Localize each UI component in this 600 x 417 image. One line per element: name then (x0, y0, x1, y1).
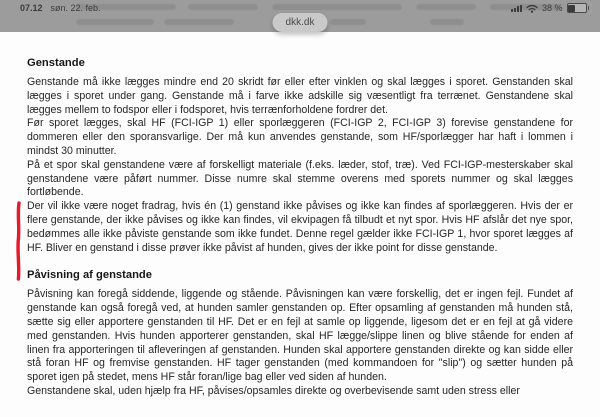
dimmed-page-text (416, 4, 476, 10)
clock: 07.12 (20, 3, 43, 13)
dimmed-page-text (430, 19, 464, 25)
paragraph: På et spor skal genstandene være af forskelligt materiale (f.eks. læder, stof, træ). Ved FCI-IGP-mesterskaber skal genstandene være påført nummer. Disse numre skal stemme overens med sporets nummer og skal lægges fortløbende. (27, 158, 573, 199)
dimmed-page-text (164, 19, 234, 25)
dimmed-page-text (272, 4, 402, 10)
dimmed-page-text (188, 4, 258, 10)
url-pill[interactable]: dkk.dk (273, 13, 328, 32)
paragraph: Påvisning kan foregå siddende, liggende og stående. Påvisningen kan være forskellig, det er ingen fejl. Fundet af genstande kan også foregå ved, at hunden samler genstanden op. Efter opsamling af genstanden må hunden stå, sætte sig eller apportere genstanden til HF. Det er en fejl at samle op liggende, ligesom det er en fejl at gå videre med genstanden. Hvis hunden apporterer genstanden, skal HF lægge/slippe linen og blive stående for enden af linen fra apporteringen til afleveringen af genstanden. Hunden skal apportere genstanden direkte og kan sidde eller stå foran HF og fremvise genstanden. HF tager genstanden (med kommandoen for "slip") og sætter hunden på sporet igen på stedet, mens HF står foran/lige bag eller ved siden af hunden. (27, 288, 573, 384)
wifi-icon (526, 4, 538, 13)
date: søn. 22. feb. (50, 3, 101, 13)
battery-icon (567, 3, 590, 13)
red-margin-highlight-line (15, 201, 23, 281)
paragraph: Genstandene skal, uden hjælp fra HF, påvises/opsamles direkte og overbevisende samt uden stress eller (27, 384, 520, 397)
paragraph: Før sporet lægges, skal HF (FCI-IGP 1) eller sporlæggeren (FCI-IGP 2, FCI-IGP 3) forevise genstandene for dommeren eller den sporansvarlige. Der må kun anvendes genstande, som HF/sporlægger har haft i lommen i mindst 30 minutter. (27, 117, 573, 157)
document-scroll-area[interactable] (0, 32, 600, 417)
highlighted-paragraph: Der vil ikke være noget fradrag, hvis én (1) genstand ikke påvises og ikke kan findes af sporlæggeren. Hvis der er flere genstande, der ikke påvises og ikke kan findes, vil ekvipagen få tilbudt et nyt spor. Hvis HF afslår det nye spor, bedømmes alle ikke påviste genstande som ikke fundet. Denne regel gælder ikke FCI-IGP 1, hvor sporet lægges af HF. Bliver en genstand i disse prøver ikke påvist af hunden, gives der ikke point for disse genstande. (27, 200, 573, 254)
battery-percent: 38 % (541, 3, 563, 13)
status-left (20, 3, 101, 13)
highlighted-paragraph-container (27, 200, 573, 255)
dimmed-page-text (76, 19, 154, 25)
status-bar (0, 0, 600, 32)
document-body (27, 56, 573, 399)
section-heading-paavisning: Påvisning af genstande (27, 269, 152, 282)
section-heading-genstande: Genstande (27, 57, 85, 69)
dimmed-page-text (330, 19, 366, 25)
status-right (511, 3, 589, 13)
paragraph: Genstande må ikke lægges mindre end 20 skridt før eller efter vinklen og skal lægges i sporet. Genstanden skal lægges i sporet under gang. Genstande må i farve ikke adskille sig væsentligt fra terrænet. Genstandene skal lægges mellem to fodspor eller i fodsporet, hvis terrænforholdene fordrer det. (27, 76, 573, 116)
cellular-signal-icon (511, 4, 522, 12)
